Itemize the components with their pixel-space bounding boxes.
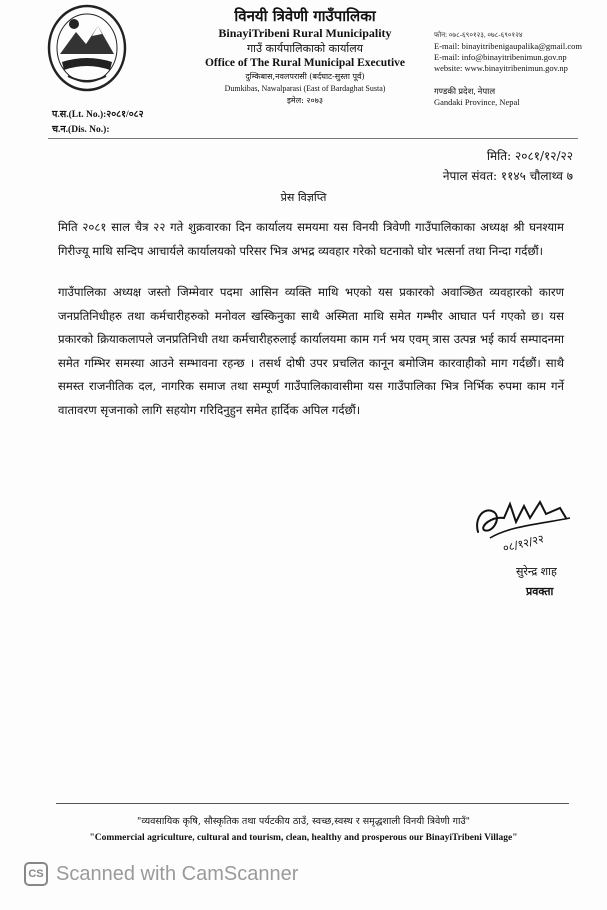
office-name-en: Office of The Rural Municipal Executive bbox=[204, 57, 406, 69]
date-nepal-sambat: नेपाल संवत: ११४५ चौलाथ्व ७ bbox=[442, 169, 573, 183]
letter-number: प.स.(Lt. No.):२०८१/०८२ bbox=[52, 110, 144, 120]
footer-divider bbox=[56, 803, 569, 804]
handwritten-signature-icon bbox=[470, 488, 580, 556]
email-primary: E-mail: binayitribenigaupalika@gmail.com bbox=[434, 41, 583, 51]
address-en: Dumkibas, Nawalparasi (East of Bardaghat Susta) bbox=[224, 84, 386, 93]
municipality-title-en: BinayiTribeni Rural Municipality bbox=[218, 26, 392, 40]
contact-block bbox=[434, 30, 604, 108]
body-paragraph: मिति २०८१ साल चैत्र २२ गते शुक्रवारका दिन कार्यालय समयमा यस विनयी त्रिवेणी गाउँपालिकाका अध्यक्ष श्री घनश्याम गिरीज्यू माथि सन्दिप आचार्यले कार्यालयको परिसर भित्र अभद्र व्यवहार गरेको घटनाको घोर भत्सर्ना तथा निन्दा गर्दछौं। bbox=[58, 220, 564, 258]
footer-slogan-ne: "व्यवसायिक कृषि, सौस्कृतिक तथा पर्यटकीय ठाउँ, स्वच्छ,स्वस्थ र समृद्धशाली विनयी त्रिवेणी गाउँ" bbox=[137, 816, 470, 827]
body-paragraph: गाउँपालिका अध्यक्ष जस्तो जिम्मेवार पदमा आसिन व्यक्ति माथि भएको यस प्रकारको अवाञ्छित व्यवहारको कारण जनप्रतिनिधीहरु तथा कर्मचारीहरुको मनोवल खस्किनुका साथै अस्मिता माथि समेत गम्भीर आघात पर्न गएको छ। यस प्रकारको क्रियाकलापले जनप्रतिनिधी तथा कर्मचारीहरुलाई कार्यालयमा काम गर्न भय एवम् त्रास उत्पन्न भई कार्य सम्पादनमा समेत गम्भिर समस्या आउने सम्भावना रहन्छ । तसर्थ दोषी उपर प्रचलित कानून बमोजिम कारवाहीको माग गर्दछौं। साथै समस्त राजनीतिक दल, नागरिक समाज तथा सम्पूर्ण गाउँपालिकावासीमा यस गाउँपालिका भित्र निर्भिक रुपमा काम गर्ने वातावरण सृजनाको लागि सहयोग गरिदिनुहुन समेत हार्दिक अपिल गर्दछौं। bbox=[58, 285, 564, 417]
camscanner-logo-icon: CS bbox=[24, 862, 48, 886]
reference-numbers bbox=[52, 108, 144, 138]
footer-slogan-en: "Commercial agriculture, cultural and tourism, clean, healthy and prosperous our BinayiTribeni Village" bbox=[89, 833, 518, 843]
municipality-emblem-icon bbox=[44, 2, 130, 94]
office-name-ne: गाउँ कार्यपालिकाको कार्यालय bbox=[246, 42, 364, 55]
address-ne: दुम्किबास,नवलपरासी (बर्दघाट-सुस्ता पूर्व) bbox=[245, 72, 365, 81]
email-secondary: E-mail: info@binayitribenimun.gov.np bbox=[434, 52, 567, 62]
letterhead-center bbox=[175, 6, 435, 106]
date-block bbox=[443, 146, 573, 186]
date-miti: मिति: २०८१/१२/२२ bbox=[486, 149, 573, 163]
established-year: इमेल: २०७३ bbox=[286, 96, 323, 105]
province-en: Gandaki Province, Nepal bbox=[434, 97, 520, 107]
dispatch-number: च.न.(Dis. No.): bbox=[52, 125, 110, 135]
camscanner-text: Scanned with CamScanner bbox=[56, 862, 299, 885]
municipality-title-ne: विनयी त्रिवेणी गाउँपालिका bbox=[234, 7, 376, 25]
phone-number: फोन: ०७८-६९०१२३, ०७८-६९०१२४ bbox=[434, 31, 523, 39]
signer-role: प्रवक्ता bbox=[526, 585, 554, 598]
footer-slogan bbox=[0, 814, 607, 846]
province-ne: गण्डकी प्रदेश, नेपाल bbox=[434, 86, 496, 96]
svg-text:०८/१२/२२: ०८/१२/२२ bbox=[501, 532, 546, 555]
document-body bbox=[58, 216, 564, 440]
signer-name: सुरेन्द्र शाह bbox=[516, 565, 557, 578]
signer-block bbox=[470, 562, 580, 602]
header-divider bbox=[48, 138, 578, 139]
camscanner-watermark bbox=[24, 862, 298, 886]
website: website: www.binayitribenimun.gov.np bbox=[434, 63, 568, 73]
document-heading: प्रेस विज्ञप्ति bbox=[280, 191, 327, 204]
